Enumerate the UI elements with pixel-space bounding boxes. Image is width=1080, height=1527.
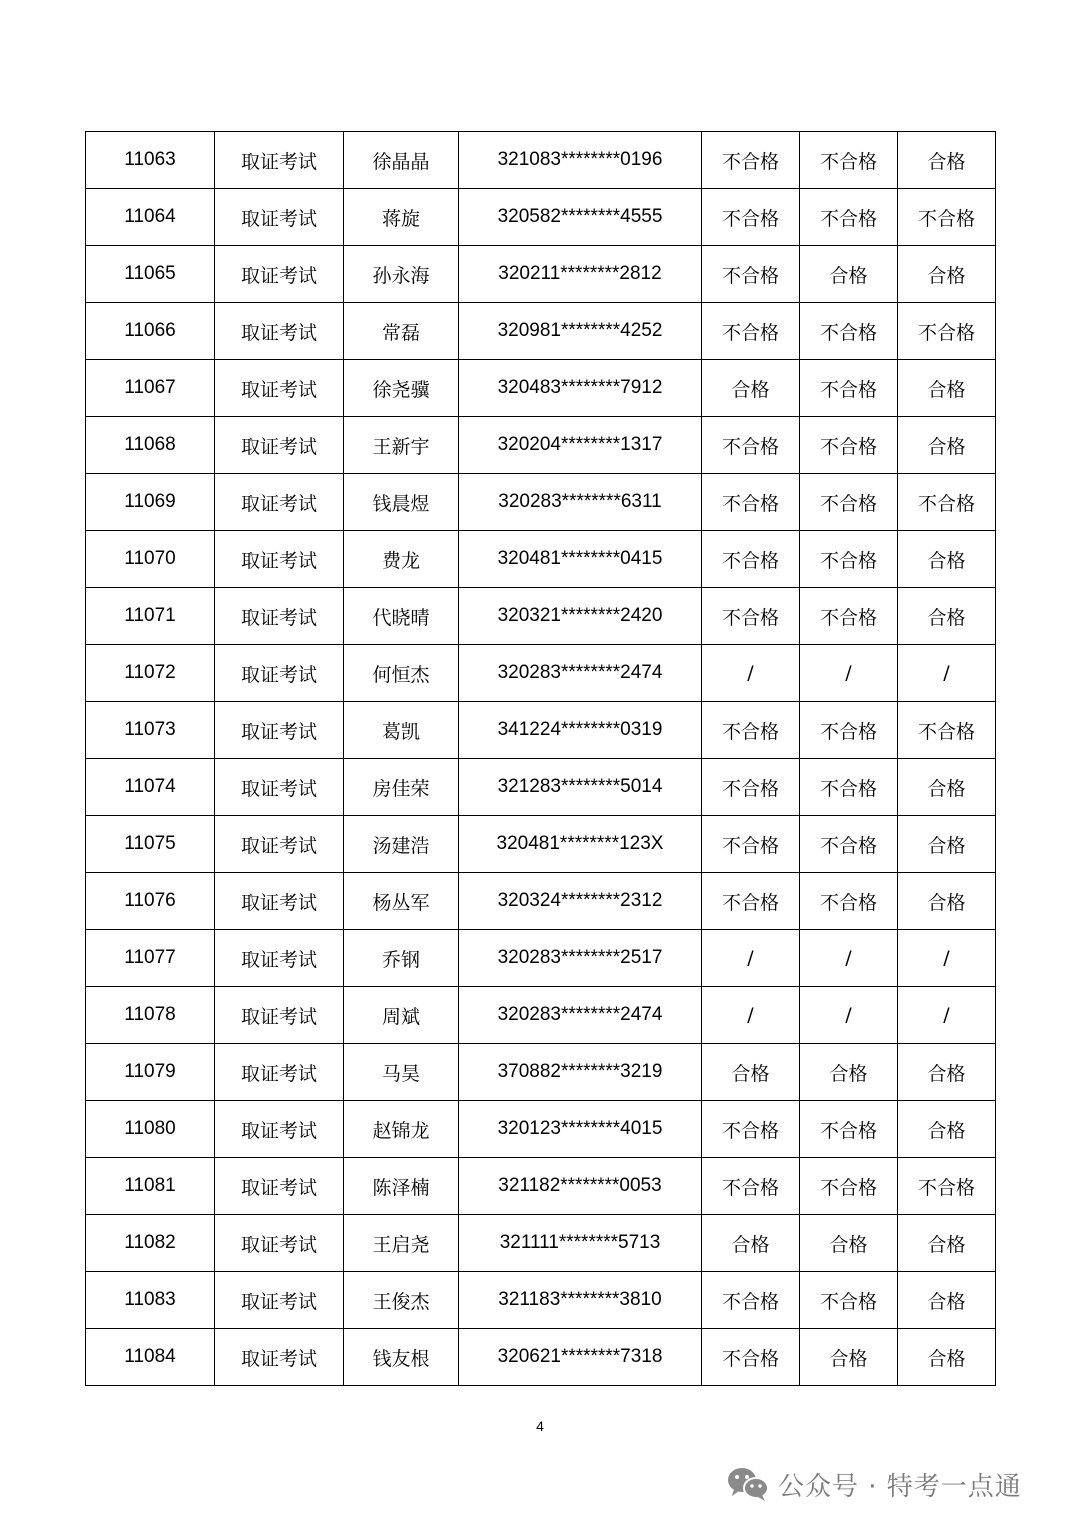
cell-name: 常磊 [344,303,459,360]
cell-result-3: 不合格 [898,474,996,531]
cell-name: 房佳荣 [344,759,459,816]
table-row [86,588,996,645]
cell-result-1: 不合格 [702,474,800,531]
cell-id-number: 321183********3810 [459,1272,702,1329]
cell-result-2: 不合格 [800,1158,898,1215]
cell-id-number: 320211********2812 [459,246,702,303]
cell-id-number: 321283********5014 [459,759,702,816]
cell-id-number: 320283********2474 [459,987,702,1044]
cell-result-3: 不合格 [898,189,996,246]
cell-result-2: 不合格 [800,816,898,873]
cell-name: 代晓晴 [344,588,459,645]
table-row [86,132,996,189]
cell-result-1: 合格 [702,1215,800,1272]
cell-exam-type: 取证考试 [215,246,344,303]
cell-name: 乔钢 [344,930,459,987]
table-row [86,930,996,987]
results-table [85,131,996,1386]
cell-result-2: / [800,930,898,987]
cell-number: 11080 [86,1101,215,1158]
cell-result-2: 合格 [800,1044,898,1101]
cell-name: 马昊 [344,1044,459,1101]
cell-result-2: 不合格 [800,474,898,531]
cell-id-number: 341224********0319 [459,702,702,759]
table-body [86,132,996,1386]
table-row [86,1272,996,1329]
cell-number: 11071 [86,588,215,645]
cell-result-2: / [800,987,898,1044]
cell-id-number: 320483********7912 [459,360,702,417]
cell-result-1: 不合格 [702,1272,800,1329]
cell-result-1: 不合格 [702,1329,800,1386]
cell-exam-type: 取证考试 [215,1329,344,1386]
cell-result-2: 不合格 [800,531,898,588]
cell-result-2: 不合格 [800,702,898,759]
cell-result-1: 不合格 [702,759,800,816]
watermark [726,1462,1022,1506]
cell-result-3: / [898,930,996,987]
cell-exam-type: 取证考试 [215,645,344,702]
cell-name: 赵锦龙 [344,1101,459,1158]
cell-exam-type: 取证考试 [215,189,344,246]
cell-result-2: 不合格 [800,588,898,645]
cell-exam-type: 取证考试 [215,702,344,759]
cell-id-number: 321182********0053 [459,1158,702,1215]
cell-result-3: 不合格 [898,1158,996,1215]
cell-result-1: 不合格 [702,189,800,246]
cell-result-1: / [702,645,800,702]
table-row [86,360,996,417]
cell-result-1: 不合格 [702,873,800,930]
cell-result-2: 不合格 [800,132,898,189]
cell-result-3: / [898,987,996,1044]
cell-id-number: 320481********123X [459,816,702,873]
cell-result-2: 不合格 [800,189,898,246]
cell-id-number: 320283********2517 [459,930,702,987]
watermark-text: 公众号 · 特考一点通 [778,1471,1022,1502]
cell-result-1: 合格 [702,360,800,417]
cell-number: 11073 [86,702,215,759]
cell-result-1: 不合格 [702,816,800,873]
cell-result-2: 不合格 [800,873,898,930]
table-row [86,1101,996,1158]
cell-name: 杨丛军 [344,873,459,930]
cell-number: 11077 [86,930,215,987]
cell-name: 徐尧骥 [344,360,459,417]
table-row [86,1044,996,1101]
cell-id-number: 320204********1317 [459,417,702,474]
table-row [86,759,996,816]
table-row [86,1329,996,1386]
cell-exam-type: 取证考试 [215,1215,344,1272]
cell-result-1: / [702,987,800,1044]
cell-result-3: / [898,645,996,702]
cell-number: 11074 [86,759,215,816]
cell-exam-type: 取证考试 [215,1158,344,1215]
cell-name: 何恒杰 [344,645,459,702]
cell-id-number: 320981********4252 [459,303,702,360]
cell-exam-type: 取证考试 [215,759,344,816]
cell-id-number: 320283********6311 [459,474,702,531]
cell-number: 11068 [86,417,215,474]
cell-result-1: 不合格 [702,417,800,474]
cell-result-3: 合格 [898,417,996,474]
cell-id-number: 320582********4555 [459,189,702,246]
cell-result-1: 不合格 [702,246,800,303]
table-row [86,702,996,759]
cell-number: 11078 [86,987,215,1044]
cell-number: 11083 [86,1272,215,1329]
cell-number: 11084 [86,1329,215,1386]
cell-number: 11072 [86,645,215,702]
cell-name: 蒋旋 [344,189,459,246]
cell-number: 11081 [86,1158,215,1215]
cell-name: 汤建浩 [344,816,459,873]
wechat-icon [726,1464,770,1504]
cell-exam-type: 取证考试 [215,360,344,417]
table-row [86,189,996,246]
table-row [86,645,996,702]
cell-id-number: 320321********2420 [459,588,702,645]
cell-exam-type: 取证考试 [215,303,344,360]
cell-result-2: 合格 [800,246,898,303]
cell-result-3: 合格 [898,531,996,588]
cell-exam-type: 取证考试 [215,873,344,930]
cell-exam-type: 取证考试 [215,930,344,987]
cell-result-3: 合格 [898,1044,996,1101]
cell-number: 11065 [86,246,215,303]
table-row [86,303,996,360]
cell-result-3: 合格 [898,246,996,303]
cell-number: 11076 [86,873,215,930]
cell-id-number: 320621********7318 [459,1329,702,1386]
cell-result-3: 合格 [898,588,996,645]
cell-number: 11082 [86,1215,215,1272]
cell-result-2: 不合格 [800,360,898,417]
cell-result-1: 合格 [702,1044,800,1101]
cell-result-2: 不合格 [800,1101,898,1158]
cell-number: 11075 [86,816,215,873]
cell-result-3: 合格 [898,1215,996,1272]
cell-result-2: 合格 [800,1215,898,1272]
cell-exam-type: 取证考试 [215,132,344,189]
cell-result-2: 不合格 [800,303,898,360]
cell-exam-type: 取证考试 [215,474,344,531]
cell-name: 周斌 [344,987,459,1044]
cell-exam-type: 取证考试 [215,816,344,873]
cell-name: 陈泽楠 [344,1158,459,1215]
table-row [86,531,996,588]
cell-result-2: 不合格 [800,1272,898,1329]
cell-result-3: 合格 [898,759,996,816]
cell-name: 王俊杰 [344,1272,459,1329]
cell-result-1: 不合格 [702,1101,800,1158]
cell-name: 孙永海 [344,246,459,303]
cell-exam-type: 取证考试 [215,588,344,645]
cell-result-2: 不合格 [800,759,898,816]
cell-id-number: 320283********2474 [459,645,702,702]
cell-id-number: 320481********0415 [459,531,702,588]
cell-result-1: / [702,930,800,987]
table-row [86,246,996,303]
cell-number: 11069 [86,474,215,531]
cell-number: 11063 [86,132,215,189]
cell-exam-type: 取证考试 [215,417,344,474]
cell-result-3: 不合格 [898,702,996,759]
cell-id-number: 321083********0196 [459,132,702,189]
cell-exam-type: 取证考试 [215,1101,344,1158]
cell-result-3: 合格 [898,1101,996,1158]
cell-name: 徐晶晶 [344,132,459,189]
table-row [86,987,996,1044]
cell-result-1: 不合格 [702,303,800,360]
cell-number: 11079 [86,1044,215,1101]
table-row [86,474,996,531]
cell-name: 葛凯 [344,702,459,759]
cell-result-1: 不合格 [702,132,800,189]
cell-result-3: 不合格 [898,303,996,360]
table-row [86,1215,996,1272]
cell-name: 钱晨煜 [344,474,459,531]
cell-exam-type: 取证考试 [215,987,344,1044]
cell-number: 11070 [86,531,215,588]
cell-exam-type: 取证考试 [215,531,344,588]
cell-name: 钱友根 [344,1329,459,1386]
cell-exam-type: 取证考试 [215,1272,344,1329]
cell-result-1: 不合格 [702,702,800,759]
cell-number: 11064 [86,189,215,246]
cell-exam-type: 取证考试 [215,1044,344,1101]
cell-result-3: 合格 [898,1272,996,1329]
cell-id-number: 370882********3219 [459,1044,702,1101]
table-row [86,417,996,474]
cell-result-1: 不合格 [702,1158,800,1215]
cell-number: 11066 [86,303,215,360]
cell-result-3: 合格 [898,873,996,930]
cell-result-2: / [800,645,898,702]
cell-id-number: 320123********4015 [459,1101,702,1158]
cell-id-number: 321111********5713 [459,1215,702,1272]
cell-result-3: 合格 [898,1329,996,1386]
table-row [86,1158,996,1215]
cell-result-3: 合格 [898,816,996,873]
cell-result-3: 合格 [898,360,996,417]
cell-result-3: 合格 [898,132,996,189]
cell-number: 11067 [86,360,215,417]
cell-result-2: 不合格 [800,417,898,474]
cell-result-1: 不合格 [702,531,800,588]
cell-result-1: 不合格 [702,588,800,645]
table-row [86,816,996,873]
cell-result-2: 合格 [800,1329,898,1386]
page-number: 4 [536,1418,544,1434]
cell-name: 费龙 [344,531,459,588]
table-row [86,873,996,930]
cell-name: 王启尧 [344,1215,459,1272]
cell-name: 王新宇 [344,417,459,474]
cell-id-number: 320324********2312 [459,873,702,930]
